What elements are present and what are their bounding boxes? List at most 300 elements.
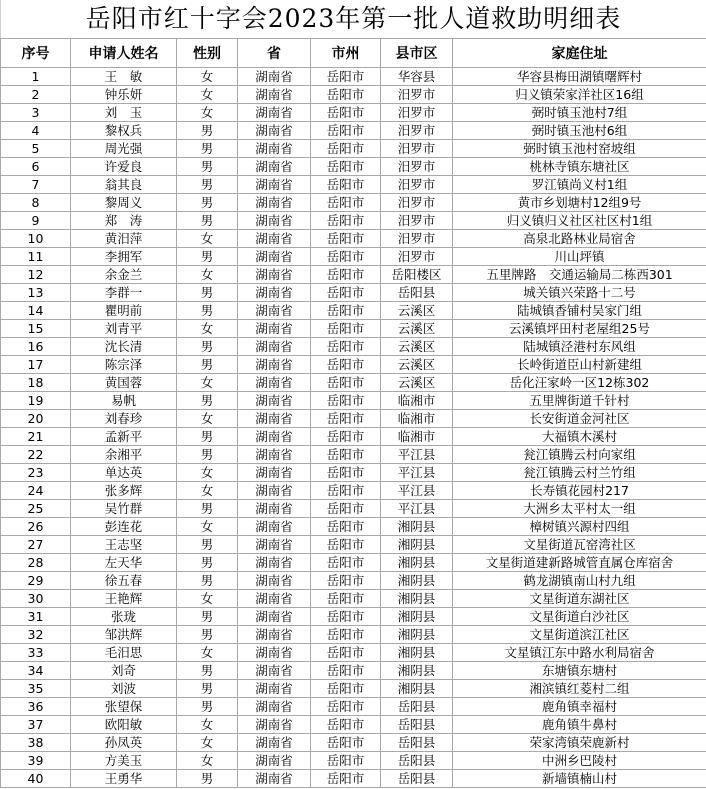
serial-cell: 31 <box>1 608 71 626</box>
serial-cell: 2 <box>1 86 71 104</box>
county-cell: 岳阳县 <box>381 716 453 734</box>
name-cell: 邹洪辉 <box>71 626 177 644</box>
county-cell: 云溪区 <box>381 374 453 392</box>
county-cell: 岳阳县 <box>381 770 453 788</box>
gender-cell: 女 <box>177 518 238 536</box>
gender-cell: 男 <box>177 572 238 590</box>
city-cell: 岳阳市 <box>311 698 381 716</box>
address-cell: 瓮江镇腾云村向家组 <box>453 446 706 464</box>
province-cell: 湖南省 <box>238 122 311 140</box>
city-cell: 岳阳市 <box>311 716 381 734</box>
table-row <box>1 734 706 752</box>
name-cell: 徐五春 <box>71 572 177 590</box>
table-row <box>1 284 706 302</box>
name-cell: 黄国蓉 <box>71 374 177 392</box>
county-cell: 岳阳楼区 <box>381 266 453 284</box>
name-cell: 张多辉 <box>71 482 177 500</box>
city-cell: 岳阳市 <box>311 158 381 176</box>
table-row <box>1 590 706 608</box>
serial-cell: 27 <box>1 536 71 554</box>
gender-cell: 女 <box>177 410 238 428</box>
county-cell: 湘阴县 <box>381 572 453 590</box>
gender-cell: 男 <box>177 338 238 356</box>
city-cell: 岳阳市 <box>311 554 381 572</box>
gender-cell: 女 <box>177 644 238 662</box>
city-cell: 岳阳市 <box>311 338 381 356</box>
county-cell: 湘阴县 <box>381 680 453 698</box>
table-row <box>1 626 706 644</box>
name-cell: 吴竹群 <box>71 500 177 518</box>
address-cell: 鹿角镇幸福村 <box>453 698 706 716</box>
address-cell: 长寿镇花园村217 <box>453 482 706 500</box>
name-cell: 黎周义 <box>71 194 177 212</box>
province-cell: 湖南省 <box>238 698 311 716</box>
table-row <box>1 428 706 446</box>
county-cell: 岳阳县 <box>381 752 453 770</box>
address-cell: 弼时镇玉池村7组 <box>453 104 706 122</box>
gender-cell: 男 <box>177 212 238 230</box>
gender-cell: 男 <box>177 302 238 320</box>
serial-cell: 24 <box>1 482 71 500</box>
gender-cell: 男 <box>177 770 238 788</box>
serial-cell: 22 <box>1 446 71 464</box>
province-cell: 湖南省 <box>238 644 311 662</box>
table-row <box>1 374 706 392</box>
county-cell: 平江县 <box>381 500 453 518</box>
city-cell: 岳阳市 <box>311 410 381 428</box>
name-cell: 许爱良 <box>71 158 177 176</box>
table-row <box>1 608 706 626</box>
province-cell: 湖南省 <box>238 770 311 788</box>
province-cell: 湖南省 <box>238 482 311 500</box>
province-cell: 湖南省 <box>238 464 311 482</box>
province-cell: 湖南省 <box>238 158 311 176</box>
name-cell: 瞿明前 <box>71 302 177 320</box>
gender-cell: 女 <box>177 482 238 500</box>
table-row <box>1 500 706 518</box>
province-cell: 湖南省 <box>238 680 311 698</box>
serial-cell: 12 <box>1 266 71 284</box>
table-row <box>1 230 706 248</box>
address-cell: 文星街道瓦窑湾社区 <box>453 536 706 554</box>
province-cell: 湖南省 <box>238 68 311 86</box>
city-cell: 岳阳市 <box>311 320 381 338</box>
address-cell: 文星街道白沙社区 <box>453 608 706 626</box>
table-row <box>1 644 706 662</box>
table-title: 岳阳市红十字会2023年第一批人道救助明细表 <box>0 0 706 38</box>
city-cell: 岳阳市 <box>311 572 381 590</box>
province-cell: 湖南省 <box>238 266 311 284</box>
address-cell: 鹤龙湖镇南山村九组 <box>453 572 706 590</box>
name-cell: 李拥军 <box>71 248 177 266</box>
name-cell: 余湘平 <box>71 446 177 464</box>
name-cell: 黄汨萍 <box>71 230 177 248</box>
serial-cell: 17 <box>1 356 71 374</box>
county-cell: 平江县 <box>381 482 453 500</box>
province-cell: 湖南省 <box>238 284 311 302</box>
address-cell: 大洲乡太平村太一组 <box>453 500 706 518</box>
table-row <box>1 338 706 356</box>
serial-cell: 8 <box>1 194 71 212</box>
gender-cell: 男 <box>177 284 238 302</box>
address-cell: 鹿角镇牛鼻村 <box>453 716 706 734</box>
table-row <box>1 212 706 230</box>
address-cell: 城关镇兴荣路十二号 <box>453 284 706 302</box>
name-cell: 黎权兵 <box>71 122 177 140</box>
county-cell: 汨罗市 <box>381 104 453 122</box>
province-cell: 湖南省 <box>238 230 311 248</box>
gender-cell: 男 <box>177 428 238 446</box>
serial-cell: 38 <box>1 734 71 752</box>
county-cell: 平江县 <box>381 446 453 464</box>
table-row <box>1 698 706 716</box>
province-cell: 湖南省 <box>238 248 311 266</box>
serial-cell: 34 <box>1 662 71 680</box>
name-cell: 彭连花 <box>71 518 177 536</box>
serial-cell: 28 <box>1 554 71 572</box>
county-cell: 汨罗市 <box>381 122 453 140</box>
city-cell: 岳阳市 <box>311 230 381 248</box>
table-row <box>1 536 706 554</box>
province-cell: 湖南省 <box>238 662 311 680</box>
address-cell: 弼时镇玉池村窑坡组 <box>453 140 706 158</box>
city-cell: 岳阳市 <box>311 752 381 770</box>
address-cell: 归义镇荣家洋社区16组 <box>453 86 706 104</box>
address-cell: 云溪镇坪田村老屋组25号 <box>453 320 706 338</box>
name-cell: 左天华 <box>71 554 177 572</box>
city-cell: 岳阳市 <box>311 356 381 374</box>
header-row <box>1 39 706 68</box>
header-cell-name: 申请人姓名 <box>71 39 177 68</box>
serial-cell: 20 <box>1 410 71 428</box>
name-cell: 王志坚 <box>71 536 177 554</box>
address-cell: 大福镇木溪村 <box>453 428 706 446</box>
city-cell: 岳阳市 <box>311 212 381 230</box>
county-cell: 临湘市 <box>381 428 453 446</box>
address-cell: 罗江镇尚义村1组 <box>453 176 706 194</box>
province-cell: 湖南省 <box>238 716 311 734</box>
province-cell: 湖南省 <box>238 140 311 158</box>
city-cell: 岳阳市 <box>311 122 381 140</box>
county-cell: 汨罗市 <box>381 248 453 266</box>
city-cell: 岳阳市 <box>311 428 381 446</box>
gender-cell: 女 <box>177 590 238 608</box>
serial-cell: 25 <box>1 500 71 518</box>
name-cell: 王 敏 <box>71 68 177 86</box>
gender-cell: 女 <box>177 86 238 104</box>
name-cell: 刘奇 <box>71 662 177 680</box>
name-cell: 毛汨思 <box>71 644 177 662</box>
table-row <box>1 770 706 788</box>
city-cell: 岳阳市 <box>311 770 381 788</box>
name-cell: 王艳辉 <box>71 590 177 608</box>
name-cell: 欧阳敏 <box>71 716 177 734</box>
address-cell: 陆城镇香铺村吴家门组 <box>453 302 706 320</box>
table-row <box>1 482 706 500</box>
province-cell: 湖南省 <box>238 734 311 752</box>
address-cell: 华容县梅田湖镇曙辉村 <box>453 68 706 86</box>
province-cell: 湖南省 <box>238 302 311 320</box>
name-cell: 周光强 <box>71 140 177 158</box>
province-cell: 湖南省 <box>238 212 311 230</box>
province-cell: 湖南省 <box>238 338 311 356</box>
address-cell: 荣家湾镇荣鹿新村 <box>453 734 706 752</box>
serial-cell: 13 <box>1 284 71 302</box>
city-cell: 岳阳市 <box>311 482 381 500</box>
province-cell: 湖南省 <box>238 104 311 122</box>
address-cell: 岳化汪家岭一区12栋302 <box>453 374 706 392</box>
county-cell: 汨罗市 <box>381 176 453 194</box>
gender-cell: 男 <box>177 608 238 626</box>
county-cell: 岳阳县 <box>381 734 453 752</box>
province-cell: 湖南省 <box>238 626 311 644</box>
province-cell: 湖南省 <box>238 518 311 536</box>
county-cell: 平江县 <box>381 464 453 482</box>
name-cell: 孟新平 <box>71 428 177 446</box>
name-cell: 单达英 <box>71 464 177 482</box>
name-cell: 郑 涛 <box>71 212 177 230</box>
serial-cell: 11 <box>1 248 71 266</box>
gender-cell: 男 <box>177 554 238 572</box>
county-cell: 湘阴县 <box>381 536 453 554</box>
city-cell: 岳阳市 <box>311 626 381 644</box>
county-cell: 华容县 <box>381 68 453 86</box>
gender-cell: 男 <box>177 140 238 158</box>
table-row <box>1 68 706 86</box>
serial-cell: 26 <box>1 518 71 536</box>
table-row <box>1 356 706 374</box>
table-row <box>1 104 706 122</box>
header-cell-serial: 序号 <box>1 39 71 68</box>
address-cell: 长岭街道臣山村新建组 <box>453 356 706 374</box>
province-cell: 湖南省 <box>238 608 311 626</box>
address-cell: 弼时镇玉池村6组 <box>453 122 706 140</box>
table-row <box>1 392 706 410</box>
name-cell: 张珑 <box>71 608 177 626</box>
gender-cell: 男 <box>177 194 238 212</box>
county-cell: 湘阴县 <box>381 644 453 662</box>
serial-cell: 30 <box>1 590 71 608</box>
serial-cell: 18 <box>1 374 71 392</box>
city-cell: 岳阳市 <box>311 518 381 536</box>
city-cell: 岳阳市 <box>311 734 381 752</box>
table-row <box>1 464 706 482</box>
table-row <box>1 176 706 194</box>
county-cell: 岳阳县 <box>381 284 453 302</box>
city-cell: 岳阳市 <box>311 392 381 410</box>
city-cell: 岳阳市 <box>311 446 381 464</box>
gender-cell: 女 <box>177 734 238 752</box>
province-cell: 湖南省 <box>238 500 311 518</box>
gender-cell: 女 <box>177 266 238 284</box>
header-cell-address: 家庭住址 <box>453 39 706 68</box>
province-cell: 湖南省 <box>238 374 311 392</box>
province-cell: 湖南省 <box>238 536 311 554</box>
province-cell: 湖南省 <box>238 176 311 194</box>
address-cell: 文星镇江东中路水利局宿舍 <box>453 644 706 662</box>
gender-cell: 男 <box>177 176 238 194</box>
province-cell: 湖南省 <box>238 194 311 212</box>
county-cell: 临湘市 <box>381 392 453 410</box>
table-row <box>1 86 706 104</box>
city-cell: 岳阳市 <box>311 248 381 266</box>
serial-cell: 5 <box>1 140 71 158</box>
province-cell: 湖南省 <box>238 590 311 608</box>
gender-cell: 女 <box>177 752 238 770</box>
table-row <box>1 554 706 572</box>
name-cell: 刘波 <box>71 680 177 698</box>
serial-cell: 32 <box>1 626 71 644</box>
serial-cell: 4 <box>1 122 71 140</box>
county-cell: 湘阴县 <box>381 626 453 644</box>
serial-cell: 3 <box>1 104 71 122</box>
gender-cell: 女 <box>177 320 238 338</box>
address-cell: 瓮江镇腾云村兰竹组 <box>453 464 706 482</box>
name-cell: 钟乐妍 <box>71 86 177 104</box>
serial-cell: 35 <box>1 680 71 698</box>
serial-cell: 10 <box>1 230 71 248</box>
table-row <box>1 158 706 176</box>
address-cell: 桃林寺镇东塘社区 <box>453 158 706 176</box>
serial-cell: 19 <box>1 392 71 410</box>
county-cell: 汨罗市 <box>381 86 453 104</box>
table-row <box>1 320 706 338</box>
address-cell: 东塘镇东塘村 <box>453 662 706 680</box>
header-cell-gender: 性别 <box>177 39 238 68</box>
serial-cell: 39 <box>1 752 71 770</box>
city-cell: 岳阳市 <box>311 608 381 626</box>
city-cell: 岳阳市 <box>311 86 381 104</box>
serial-cell: 33 <box>1 644 71 662</box>
city-cell: 岳阳市 <box>311 284 381 302</box>
province-cell: 湖南省 <box>238 356 311 374</box>
serial-cell: 36 <box>1 698 71 716</box>
county-cell: 汨罗市 <box>381 194 453 212</box>
province-cell: 湖南省 <box>238 392 311 410</box>
table-row <box>1 752 706 770</box>
city-cell: 岳阳市 <box>311 680 381 698</box>
province-cell: 湖南省 <box>238 752 311 770</box>
county-cell: 湘阴县 <box>381 662 453 680</box>
gender-cell: 男 <box>177 248 238 266</box>
name-cell: 翁其良 <box>71 176 177 194</box>
address-cell: 陆城镇泾港村东风组 <box>453 338 706 356</box>
name-cell: 沈长清 <box>71 338 177 356</box>
province-cell: 湖南省 <box>238 572 311 590</box>
county-cell: 湘阴县 <box>381 590 453 608</box>
serial-cell: 23 <box>1 464 71 482</box>
table-row <box>1 248 706 266</box>
gender-cell: 男 <box>177 392 238 410</box>
gender-cell: 男 <box>177 662 238 680</box>
city-cell: 岳阳市 <box>311 194 381 212</box>
gender-cell: 女 <box>177 374 238 392</box>
table-row <box>1 680 706 698</box>
name-cell: 刘 玉 <box>71 104 177 122</box>
gender-cell: 男 <box>177 626 238 644</box>
address-cell: 五里牌街道千针村 <box>453 392 706 410</box>
table-row <box>1 410 706 428</box>
county-cell: 临湘市 <box>381 410 453 428</box>
address-cell: 文星街道东湖社区 <box>453 590 706 608</box>
serial-cell: 15 <box>1 320 71 338</box>
province-cell: 湖南省 <box>238 320 311 338</box>
address-cell: 中洲乡巴陵村 <box>453 752 706 770</box>
name-cell: 余金兰 <box>71 266 177 284</box>
header-cell-county: 县市区 <box>381 39 453 68</box>
gender-cell: 男 <box>177 446 238 464</box>
address-cell: 文星街道滨江社区 <box>453 626 706 644</box>
city-cell: 岳阳市 <box>311 266 381 284</box>
name-cell: 方美玉 <box>71 752 177 770</box>
serial-cell: 6 <box>1 158 71 176</box>
city-cell: 岳阳市 <box>311 68 381 86</box>
gender-cell: 男 <box>177 122 238 140</box>
city-cell: 岳阳市 <box>311 644 381 662</box>
serial-cell: 29 <box>1 572 71 590</box>
gender-cell: 男 <box>177 680 238 698</box>
address-cell: 樟树镇兴源村四组 <box>453 518 706 536</box>
serial-cell: 9 <box>1 212 71 230</box>
county-cell: 汨罗市 <box>381 230 453 248</box>
header-cell-province: 省 <box>238 39 311 68</box>
province-cell: 湖南省 <box>238 446 311 464</box>
county-cell: 云溪区 <box>381 302 453 320</box>
county-cell: 汨罗市 <box>381 212 453 230</box>
city-cell: 岳阳市 <box>311 536 381 554</box>
table-header <box>1 39 706 68</box>
table-row <box>1 446 706 464</box>
address-cell: 高泉北路林业局宿舍 <box>453 230 706 248</box>
name-cell: 王勇华 <box>71 770 177 788</box>
county-cell: 湘阴县 <box>381 554 453 572</box>
name-cell: 刘春珍 <box>71 410 177 428</box>
address-cell: 归义镇归义社区社区村1组 <box>453 212 706 230</box>
serial-cell: 16 <box>1 338 71 356</box>
address-cell: 新墙镇楠山村 <box>453 770 706 788</box>
province-cell: 湖南省 <box>238 410 311 428</box>
city-cell: 岳阳市 <box>311 590 381 608</box>
province-cell: 湖南省 <box>238 86 311 104</box>
name-cell: 陈宗泽 <box>71 356 177 374</box>
serial-cell: 37 <box>1 716 71 734</box>
city-cell: 岳阳市 <box>311 374 381 392</box>
address-cell: 黄市乡划塘村12组9号 <box>453 194 706 212</box>
gender-cell: 女 <box>177 104 238 122</box>
address-cell: 五里牌路 交通运输局二栋西301 <box>453 266 706 284</box>
gender-cell: 男 <box>177 536 238 554</box>
table-row <box>1 266 706 284</box>
aid-detail-table <box>0 38 706 788</box>
table-row <box>1 140 706 158</box>
city-cell: 岳阳市 <box>311 662 381 680</box>
county-cell: 湘阴县 <box>381 608 453 626</box>
city-cell: 岳阳市 <box>311 140 381 158</box>
table-row <box>1 302 706 320</box>
table-row <box>1 122 706 140</box>
name-cell: 刘青平 <box>71 320 177 338</box>
table-row <box>1 518 706 536</box>
name-cell: 张望保 <box>71 698 177 716</box>
address-cell: 文星街道建新路城管直属仓库宿舍 <box>453 554 706 572</box>
province-cell: 湖南省 <box>238 554 311 572</box>
name-cell: 易帆 <box>71 392 177 410</box>
county-cell: 汨罗市 <box>381 158 453 176</box>
gender-cell: 男 <box>177 158 238 176</box>
province-cell: 湖南省 <box>238 428 311 446</box>
city-cell: 岳阳市 <box>311 104 381 122</box>
serial-cell: 21 <box>1 428 71 446</box>
